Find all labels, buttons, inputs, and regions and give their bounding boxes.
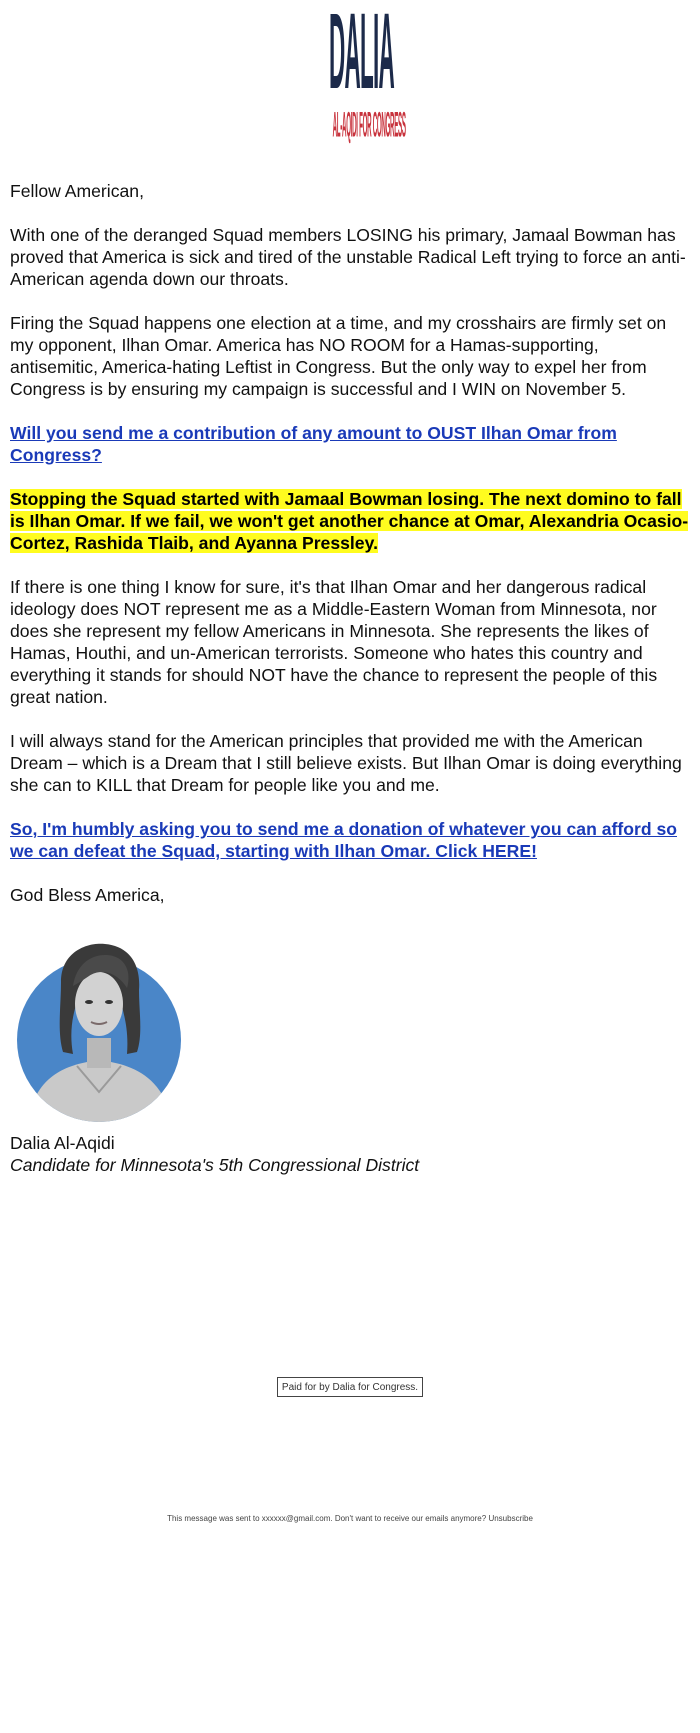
closing: God Bless America, [10,885,165,905]
footer-note [0,1513,700,1525]
paragraph-dream: I will always stand for the American principles that provided me with the American Dream – which is a Dream that I still believe exists. But Ilhan Omar is doing everything she can to KILL that Dream for people like you and me. [10,731,682,795]
contribution-link[interactable]: Will you send me a contribution of any amount to OUST Ilhan Omar from Congress? [10,423,617,465]
donation-link-paragraph [10,818,690,862]
paragraph-represent: If there is one thing I know for sure, it's that Ilhan Omar and her dangerous radical ideology does NOT represent me as a Middle-Eastern Woman from Minnesota, nor does she represent my fellow Americans in Minnesota. She represents the likes of Hamas, Houthi, and un-American terrorists. Someone who hates this country and everything it stands for should NOT have the chance to represent the people of this great nation. [10,577,658,707]
contribution-link-paragraph [10,422,690,466]
paragraph-omar: Firing the Squad happens one election at a time, and my crosshairs are firmly set on my opponent, Ilhan Omar. America has NO ROOM for a Hamas-supporting, antisemitic, America-hating Leftist in Congress. But the only way to expel her from Congress is by ensuring my campaign is successful and I WIN on November 5. [10,313,667,399]
sent-to-text: This message was sent to xxxxxx@gmail.com. Don't want to receive our emails anymore? [167,1514,487,1523]
paid-for-disclaimer: Paid for by Dalia for Congress. [277,1377,423,1397]
highlight-paragraph [10,488,690,554]
paragraph-bowman: With one of the deranged Squad members LOSING his primary, Jamaal Bowman has proved that America is sick and tired of the unstable Radical Left trying to force an anti-American agenda down our throats. [10,225,686,289]
donation-link[interactable]: So, I'm humbly asking you to send me a donation of whatever you can afford so we can defeat the Squad, starting with Ilhan Omar. Click HERE! [10,819,677,861]
logo-wordmark: DALIA [329,0,394,114]
unsubscribe-link[interactable]: Unsubscribe [488,1514,533,1523]
signature-title: Candidate for Minnesota's 5th Congressional District [10,1155,420,1175]
highlighted-text: Stopping the Squad started with Jamaal Bowman losing. The next domino to fall is Ilhan Omar. If we fail, we won't get another chance at Omar, Alexandria Ocasio-Cortez, Rashida Tlaib, and Ayanna Pressley. [10,489,689,553]
candidate-portrait [17,942,181,1122]
email-body [10,180,690,928]
salutation: Fellow American, [10,181,144,201]
campaign-logo [322,0,406,159]
signature-name: Dalia Al-Aqidi [10,1133,115,1153]
logo-subtitle: AL-AQIDI FOR CONGRESS [332,108,406,147]
